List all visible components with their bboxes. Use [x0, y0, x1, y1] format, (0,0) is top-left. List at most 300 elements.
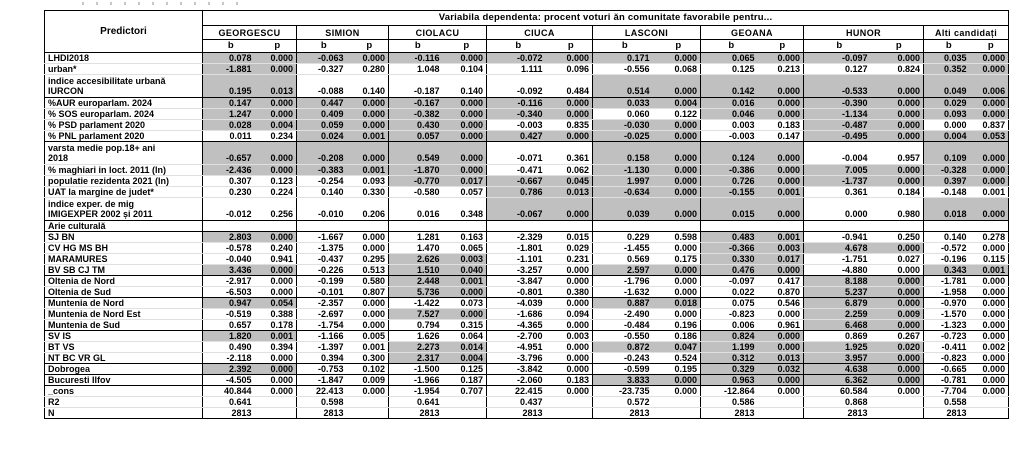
b-cell-alti-candida-i: -0.781 — [924, 375, 974, 386]
p-cell-ciuca — [550, 397, 593, 408]
p-cell-hunor — [875, 397, 924, 408]
p-cell-ciuca: 0.380 — [550, 287, 593, 298]
b-cell-alti-candida-i: -1.570 — [924, 309, 974, 320]
b-cell-geoana: 0.824 — [701, 331, 762, 342]
predictor-label: SV IS — [45, 331, 203, 342]
b-cell-georgescu: 0.947 — [203, 298, 259, 309]
b-cell-alti-candida-i: 0.352 — [924, 64, 974, 75]
predictor-label: LHDI2018 — [45, 53, 203, 64]
b-cell-ciuca: -3.847 — [487, 276, 550, 287]
p-cell-hunor: 0.267 — [875, 331, 924, 342]
p-cell-ciuca: 0.000 — [550, 265, 593, 276]
p-cell-simion: 0.102 — [351, 364, 389, 375]
b-cell-geoana: 0.963 — [701, 375, 762, 386]
p-cell-ciuca: 0.000 — [550, 53, 593, 64]
predictor-label: MARAMURES — [45, 254, 203, 265]
p-cell-lasconi: 0.000 — [657, 165, 701, 176]
b-cell-ciolacu: 2.448 — [389, 276, 447, 287]
b-cell-ciuca: 0.786 — [487, 187, 550, 198]
b-cell-alti-candida-i: -0.148 — [924, 187, 974, 198]
b-cell-alti-candida-i: 0.029 — [924, 98, 974, 109]
b-cell-alti-candida-i: -0.196 — [924, 254, 974, 265]
b-cell-ciuca: -0.116 — [487, 98, 550, 109]
p-cell-georgescu: 0.388 — [259, 309, 297, 320]
p-cell-ciuca: 0.003 — [550, 331, 593, 342]
table-row-indice-accesibilitate-urban — [45, 75, 1009, 98]
predictor-label: % PNL parlament 2020 — [45, 131, 203, 142]
b-subheader-hunor: b — [804, 40, 875, 53]
p-cell-alti-candida-i: 0.000 — [974, 309, 1009, 320]
p-cell-alti-candida-i: 0.000 — [974, 109, 1009, 120]
p-cell-simion: 0.001 — [351, 165, 389, 176]
b-cell-ciuca: -3.257 — [487, 265, 550, 276]
b-cell-ciolacu: 1.510 — [389, 265, 447, 276]
p-cell-simion: 0.009 — [351, 375, 389, 386]
b-cell-georgescu: 0.078 — [203, 53, 259, 64]
b-cell-ciolacu: -1.422 — [389, 298, 447, 309]
b-cell-ciolacu: -1.966 — [389, 375, 447, 386]
b-cell-lasconi: 0.514 — [593, 75, 657, 98]
table-row-muntenia-de-sud — [45, 320, 1009, 331]
b-cell-lasconi: -0.599 — [593, 364, 657, 375]
p-cell-geoana: 0.417 — [762, 276, 804, 287]
b-cell-georgescu: -6.503 — [203, 287, 259, 298]
p-cell-alti-candida-i: 0.000 — [974, 320, 1009, 331]
predictor-label: % SOS europarlam. 2024 — [45, 109, 203, 120]
p-cell-lasconi: 0.195 — [657, 364, 701, 375]
predictor-label: Arie culturală — [45, 221, 203, 232]
p-subheader-geoana: p — [762, 40, 804, 53]
b-cell-simion: 2813 — [297, 408, 351, 419]
b-cell-geoana: -0.155 — [701, 187, 762, 198]
p-cell-geoana: 0.000 — [762, 142, 804, 165]
b-cell-lasconi: -0.550 — [593, 331, 657, 342]
b-cell-hunor: 1.925 — [804, 342, 875, 353]
p-cell-alti-candida-i: 0.000 — [974, 142, 1009, 165]
p-cell-georgescu: 0.001 — [259, 331, 297, 342]
p-cell-lasconi: 0.186 — [657, 331, 701, 342]
p-cell-geoana: 0.961 — [762, 320, 804, 331]
p-subheader-lasconi: p — [657, 40, 701, 53]
table-row-maghiari-in-loct-2011-ln — [45, 165, 1009, 176]
p-cell-lasconi: 0.000 — [657, 176, 701, 187]
table-row-arie-cultural — [45, 221, 1009, 232]
b-cell-simion: -1.754 — [297, 320, 351, 331]
predictor-label: indice accesibilitate urbană IURCON — [45, 75, 203, 98]
b-cell-ciuca: -0.072 — [487, 53, 550, 64]
table-row-indice-exper-de-mig — [45, 198, 1009, 221]
empty-cell — [297, 221, 389, 232]
p-cell-alti-candida-i: 0.000 — [974, 243, 1009, 254]
b-cell-ciuca: -0.071 — [487, 142, 550, 165]
b-cell-hunor: 4.638 — [804, 364, 875, 375]
column-header-ciuca: CIUCA — [487, 26, 593, 40]
p-cell-simion: 0.000 — [351, 320, 389, 331]
b-cell-ciuca: 2813 — [487, 408, 550, 419]
p-cell-simion: 0.000 — [351, 232, 389, 243]
b-cell-hunor: -0.097 — [804, 53, 875, 64]
p-cell-alti-candida-i: 0.000 — [974, 198, 1009, 221]
p-cell-alti-candida-i: 0.000 — [974, 287, 1009, 298]
b-cell-georgescu: 40.844 — [203, 386, 259, 397]
p-cell-simion: 0.000 — [351, 309, 389, 320]
b-cell-lasconi: 0.171 — [593, 53, 657, 64]
b-subheader-ciolacu: b — [389, 40, 447, 53]
b-cell-ciolacu: 0.794 — [389, 320, 447, 331]
b-cell-simion: 0.409 — [297, 109, 351, 120]
b-cell-alti-candida-i: 0.558 — [924, 397, 974, 408]
predictors-header: Predictori — [45, 11, 203, 53]
b-cell-lasconi: 0.060 — [593, 109, 657, 120]
b-cell-ciolacu: -0.116 — [389, 53, 447, 64]
table-row-cons — [45, 386, 1009, 397]
p-cell-ciolacu: 0.348 — [447, 198, 487, 221]
b-cell-georgescu: -2.917 — [203, 276, 259, 287]
p-cell-georgescu: 0.240 — [259, 243, 297, 254]
predictor-label: UAT la margine de judet* — [45, 187, 203, 198]
b-cell-geoana: 0.586 — [701, 397, 762, 408]
regression-table — [44, 10, 1009, 419]
p-cell-simion: 0.295 — [351, 254, 389, 265]
b-cell-georgescu: 0.195 — [203, 75, 259, 98]
b-cell-alti-candida-i: -0.665 — [924, 364, 974, 375]
empty-cell — [389, 221, 487, 232]
b-cell-georgescu: -0.040 — [203, 254, 259, 265]
p-cell-ciolacu: 0.000 — [447, 309, 487, 320]
b-cell-ciuca: -4.951 — [487, 342, 550, 353]
p-cell-ciuca: 0.000 — [550, 386, 593, 397]
b-cell-alti-candida-i: 0.397 — [924, 176, 974, 187]
b-cell-hunor: 0.127 — [804, 64, 875, 75]
b-cell-georgescu: -2.118 — [203, 353, 259, 364]
p-cell-alti-candida-i: 0.000 — [974, 64, 1009, 75]
b-cell-alti-candida-i: 0.000 — [924, 120, 974, 131]
b-cell-ciolacu: 0.057 — [389, 131, 447, 142]
b-cell-simion: 0.447 — [297, 98, 351, 109]
b-cell-hunor: 0.000 — [804, 198, 875, 221]
p-cell-ciolacu: 0.073 — [447, 298, 487, 309]
b-cell-lasconi: 0.572 — [593, 397, 657, 408]
p-cell-ciolacu: 0.315 — [447, 320, 487, 331]
b-cell-hunor: 0.868 — [804, 397, 875, 408]
b-cell-lasconi: -23.735 — [593, 386, 657, 397]
p-cell-ciolacu: 0.017 — [447, 176, 487, 187]
b-cell-ciolacu: 0.430 — [389, 120, 447, 131]
table-row-bucuresti-ilfov — [45, 375, 1009, 386]
p-cell-ciuca: 0.000 — [550, 298, 593, 309]
p-cell-lasconi: 0.122 — [657, 109, 701, 120]
regression-table-wrapper — [44, 10, 1006, 419]
table-row-muntenia-de-nord-est — [45, 309, 1009, 320]
b-cell-ciuca: -0.092 — [487, 75, 550, 98]
p-cell-simion: 0.206 — [351, 198, 389, 221]
p-cell-alti-candida-i: 0.000 — [974, 98, 1009, 109]
b-cell-geoana: 0.329 — [701, 364, 762, 375]
p-cell-hunor: 0.000 — [875, 320, 924, 331]
predictor-label: varsta medie pop.18+ ani 2018 — [45, 142, 203, 165]
table-row-sos-europarlam-2024 — [45, 109, 1009, 120]
b-cell-hunor: -1.751 — [804, 254, 875, 265]
b-cell-ciolacu: 5.736 — [389, 287, 447, 298]
b-cell-hunor: -0.533 — [804, 75, 875, 98]
p-cell-geoana: 0.000 — [762, 198, 804, 221]
b-cell-lasconi: -0.634 — [593, 187, 657, 198]
p-cell-hunor: 0.000 — [875, 120, 924, 131]
p-cell-georgescu: 0.000 — [259, 353, 297, 364]
b-cell-ciuca: 0.427 — [487, 131, 550, 142]
b-cell-hunor: 2.259 — [804, 309, 875, 320]
p-cell-ciolacu: 0.014 — [447, 342, 487, 353]
b-cell-ciolacu: 1.281 — [389, 232, 447, 243]
b-cell-ciolacu: 7.527 — [389, 309, 447, 320]
b-cell-lasconi: 2813 — [593, 408, 657, 419]
b-cell-alti-candida-i: 0.049 — [924, 75, 974, 98]
p-cell-ciolacu: 0.064 — [447, 331, 487, 342]
p-cell-ciuca: 0.000 — [550, 131, 593, 142]
p-cell-hunor: 0.009 — [875, 309, 924, 320]
b-cell-georgescu: 2.392 — [203, 364, 259, 375]
b-cell-ciuca: -2.700 — [487, 331, 550, 342]
p-cell-georgescu: 0.000 — [259, 98, 297, 109]
p-cell-ciolacu: 0.000 — [447, 287, 487, 298]
p-cell-alti-candida-i: 0.002 — [974, 342, 1009, 353]
p-cell-lasconi: 0.000 — [657, 131, 701, 142]
p-cell-georgescu: 0.256 — [259, 198, 297, 221]
b-cell-hunor: 6.468 — [804, 320, 875, 331]
b-cell-ciolacu: -0.187 — [389, 75, 447, 98]
b-cell-alti-candida-i: 0.035 — [924, 53, 974, 64]
empty-cell — [701, 221, 804, 232]
b-cell-simion: -1.397 — [297, 342, 351, 353]
b-cell-alti-candida-i: 0.343 — [924, 265, 974, 276]
b-cell-ciolacu: 2.317 — [389, 353, 447, 364]
empty-cell — [924, 221, 1009, 232]
p-cell-ciuca: 0.029 — [550, 243, 593, 254]
p-cell-hunor: 0.000 — [875, 243, 924, 254]
p-cell-ciuca: 0.062 — [550, 165, 593, 176]
b-cell-lasconi: -0.556 — [593, 64, 657, 75]
predictor-label: BT VS — [45, 342, 203, 353]
predictor-label: Oltenia de Nord — [45, 276, 203, 287]
p-cell-ciuca: 0.835 — [550, 120, 593, 131]
p-cell-hunor: 0.000 — [875, 131, 924, 142]
p-cell-geoana — [762, 397, 804, 408]
p-cell-georgescu — [259, 408, 297, 419]
table-row-lhdi2018 — [45, 53, 1009, 64]
column-header-ciolacu: CIOLACU — [389, 26, 487, 40]
b-cell-ciolacu: -0.382 — [389, 109, 447, 120]
b-cell-geoana: -0.097 — [701, 276, 762, 287]
b-cell-geoana: 0.003 — [701, 120, 762, 131]
p-cell-alti-candida-i: 0.000 — [974, 353, 1009, 364]
p-cell-hunor: 0.020 — [875, 342, 924, 353]
p-cell-lasconi — [657, 408, 701, 419]
p-cell-lasconi — [657, 397, 701, 408]
table-row-oltenia-de-nord — [45, 276, 1009, 287]
p-cell-alti-candida-i: 0.000 — [974, 298, 1009, 309]
column-header-simion: SIMION — [297, 26, 389, 40]
b-cell-simion: -0.254 — [297, 176, 351, 187]
p-cell-ciolacu: 0.000 — [447, 120, 487, 131]
p-cell-georgescu: 0.224 — [259, 187, 297, 198]
p-cell-geoana: 0.017 — [762, 254, 804, 265]
b-cell-lasconi: 2.597 — [593, 265, 657, 276]
p-cell-lasconi: 0.000 — [657, 309, 701, 320]
p-cell-georgescu: 0.000 — [259, 276, 297, 287]
b-cell-ciuca: -0.471 — [487, 165, 550, 176]
p-cell-hunor: 0.000 — [875, 165, 924, 176]
b-cell-ciuca: -4.365 — [487, 320, 550, 331]
p-cell-geoana: 0.213 — [762, 64, 804, 75]
b-cell-alti-candida-i: -0.572 — [924, 243, 974, 254]
p-cell-alti-candida-i: 0.837 — [974, 120, 1009, 131]
b-cell-simion: -1.847 — [297, 375, 351, 386]
b-cell-hunor: 6.362 — [804, 375, 875, 386]
p-cell-hunor: 0.000 — [875, 265, 924, 276]
b-cell-ciuca: -0.340 — [487, 109, 550, 120]
p-cell-alti-candida-i: 0.000 — [974, 176, 1009, 187]
p-cell-lasconi: 0.000 — [657, 75, 701, 98]
table-row-muntenia-de-nord — [45, 298, 1009, 309]
p-cell-georgescu: 0.013 — [259, 75, 297, 98]
b-cell-alti-candida-i: 0.004 — [924, 131, 974, 142]
p-cell-geoana: 0.000 — [762, 165, 804, 176]
cropped-text-artifact — [82, 2, 242, 5]
p-cell-simion: 0.140 — [351, 75, 389, 98]
p-cell-georgescu: 0.000 — [259, 142, 297, 165]
p-cell-geoana: 0.000 — [762, 109, 804, 120]
p-cell-ciuca: 0.361 — [550, 142, 593, 165]
b-subheader-simion: b — [297, 40, 351, 53]
p-cell-alti-candida-i: 0.000 — [974, 386, 1009, 397]
b-cell-hunor: -0.941 — [804, 232, 875, 243]
table-row-bv-sb-cj-tm — [45, 265, 1009, 276]
b-cell-lasconi: 0.229 — [593, 232, 657, 243]
p-subheader-alti-candida-i: p — [974, 40, 1009, 53]
b-cell-lasconi: -1.632 — [593, 287, 657, 298]
predictor-label: Dobrogea — [45, 364, 203, 375]
b-cell-simion: -0.063 — [297, 53, 351, 64]
predictor-label: populatie rezidenta 2021 (ln) — [45, 176, 203, 187]
p-cell-georgescu: 0.941 — [259, 254, 297, 265]
predictor-label: urban* — [45, 64, 203, 75]
b-cell-ciolacu: 0.641 — [389, 397, 447, 408]
p-cell-simion — [351, 397, 389, 408]
b-cell-ciuca: -3.796 — [487, 353, 550, 364]
b-cell-hunor: -0.487 — [804, 120, 875, 131]
b-cell-ciuca: -0.003 — [487, 120, 550, 131]
p-cell-hunor: 0.824 — [875, 64, 924, 75]
predictor-label: BV SB CJ TM — [45, 265, 203, 276]
predictor-label: Muntenia de Nord — [45, 298, 203, 309]
b-cell-ciuca: -0.067 — [487, 198, 550, 221]
b-cell-hunor: 5.237 — [804, 287, 875, 298]
column-header-alti-candida-i: Alti candidați — [924, 26, 1009, 40]
b-cell-georgescu: -4.505 — [203, 375, 259, 386]
p-cell-ciuca: 0.484 — [550, 75, 593, 98]
b-cell-georgescu: 1.247 — [203, 109, 259, 120]
p-cell-lasconi: 0.000 — [657, 120, 701, 131]
p-cell-alti-candida-i — [974, 397, 1009, 408]
p-cell-ciolacu: 0.040 — [447, 265, 487, 276]
b-cell-ciuca: -2.060 — [487, 375, 550, 386]
p-cell-lasconi: 0.000 — [657, 187, 701, 198]
p-cell-lasconi: 0.598 — [657, 232, 701, 243]
p-cell-hunor: 0.000 — [875, 386, 924, 397]
predictor-label: SJ BN — [45, 232, 203, 243]
p-cell-lasconi: 0.000 — [657, 142, 701, 165]
b-cell-ciuca: -0.801 — [487, 287, 550, 298]
p-cell-lasconi: 0.524 — [657, 353, 701, 364]
b-cell-geoana: 0.015 — [701, 198, 762, 221]
b-cell-ciuca: -4.039 — [487, 298, 550, 309]
p-cell-alti-candida-i: 0.278 — [974, 232, 1009, 243]
empty-cell — [593, 221, 701, 232]
b-cell-lasconi: 0.569 — [593, 254, 657, 265]
b-cell-georgescu: 0.307 — [203, 176, 259, 187]
b-cell-hunor: 3.957 — [804, 353, 875, 364]
p-cell-alti-candida-i: 0.000 — [974, 331, 1009, 342]
b-cell-ciolacu: 1.048 — [389, 64, 447, 75]
predictor-label: CV HG MS BH — [45, 243, 203, 254]
table-row-psd-parlament-2020 — [45, 120, 1009, 131]
p-cell-ciuca: 0.000 — [550, 342, 593, 353]
p-cell-ciolacu: 0.000 — [447, 142, 487, 165]
p-cell-lasconi: 0.000 — [657, 276, 701, 287]
p-cell-simion: 0.300 — [351, 353, 389, 364]
b-cell-lasconi: -2.490 — [593, 309, 657, 320]
b-cell-geoana: -12.864 — [701, 386, 762, 397]
b-cell-alti-candida-i: 2813 — [924, 408, 974, 419]
b-cell-georgescu: 2813 — [203, 408, 259, 419]
b-cell-lasconi: -1.130 — [593, 165, 657, 176]
p-cell-lasconi: 0.000 — [657, 265, 701, 276]
b-cell-simion: -0.437 — [297, 254, 351, 265]
p-cell-ciuca: 0.000 — [550, 198, 593, 221]
b-cell-ciuca: 1.111 — [487, 64, 550, 75]
b-cell-geoana: -0.003 — [701, 131, 762, 142]
b-cell-geoana: 2813 — [701, 408, 762, 419]
b-cell-hunor: 6.879 — [804, 298, 875, 309]
b-cell-hunor: -1.737 — [804, 176, 875, 187]
p-cell-ciolacu: 0.000 — [447, 109, 487, 120]
b-cell-ciuca: -0.667 — [487, 176, 550, 187]
p-cell-simion: 0.000 — [351, 98, 389, 109]
p-cell-ciolacu: 0.001 — [447, 276, 487, 287]
p-cell-lasconi: 0.018 — [657, 298, 701, 309]
p-cell-georgescu: 0.178 — [259, 320, 297, 331]
p-cell-ciolacu: 0.187 — [447, 375, 487, 386]
p-cell-georgescu: 0.000 — [259, 265, 297, 276]
b-subheader-lasconi: b — [593, 40, 657, 53]
b-cell-simion: 0.024 — [297, 131, 351, 142]
b-cell-lasconi: 0.887 — [593, 298, 657, 309]
p-cell-geoana: 0.000 — [762, 342, 804, 353]
b-cell-alti-candida-i: -0.723 — [924, 331, 974, 342]
b-cell-geoana: 0.312 — [701, 353, 762, 364]
b-cell-alti-candida-i: -0.823 — [924, 353, 974, 364]
p-cell-georgescu: 0.394 — [259, 342, 297, 353]
p-cell-alti-candida-i: 0.001 — [974, 187, 1009, 198]
b-cell-ciolacu: -0.580 — [389, 187, 447, 198]
p-subheader-ciolacu: p — [447, 40, 487, 53]
predictor-label: Oltenia de Sud — [45, 287, 203, 298]
p-cell-hunor: 0.000 — [875, 375, 924, 386]
column-header-hunor: HUNOR — [804, 26, 924, 40]
b-cell-georgescu: 0.011 — [203, 131, 259, 142]
b-cell-geoana: 0.476 — [701, 265, 762, 276]
p-cell-simion: 0.001 — [351, 131, 389, 142]
